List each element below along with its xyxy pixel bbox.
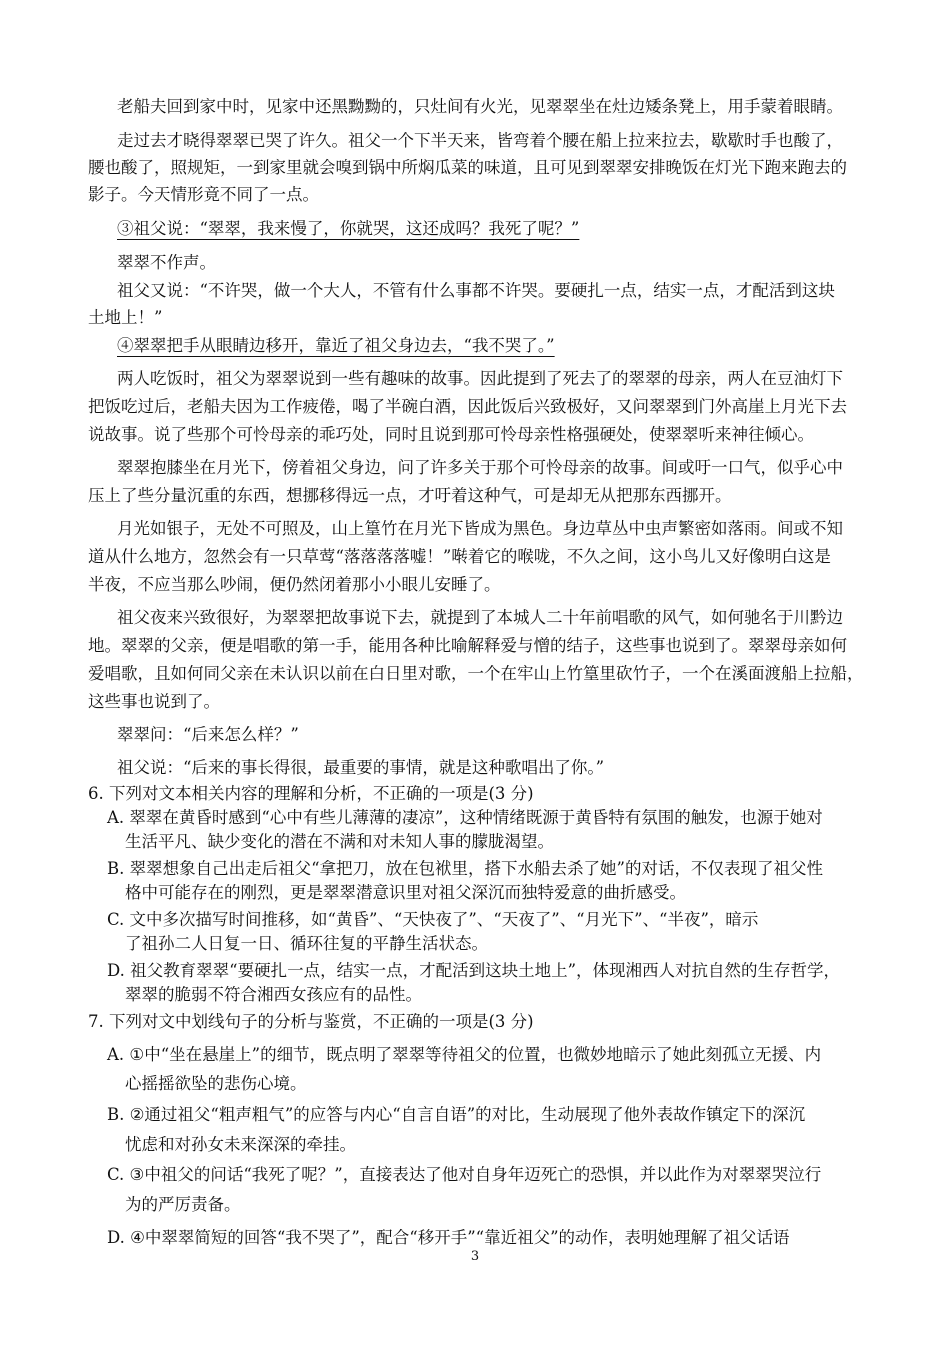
text-line: 土地上！” <box>88 308 163 327</box>
text-line: 爱唱歌，且如何同父亲在未认识以前在白日里对歌，一个在牢山上竹篁里砍竹子，一个在溪面渡船上拉船， <box>88 664 864 683</box>
question-7-option-a: A. ①中“坐在悬崖上”的细节，既点明了翠翠等待祖父的位置，也微妙地暗示了她此刻孤立无援、内 <box>107 1045 822 1064</box>
text-line: 祖父又说：“不许哭，做一个大人，不管有什么事都不许哭。要硬扎一点，结实一点，才配活到这块 <box>117 281 835 300</box>
question-6-stem: 6. 下列对文本相关内容的理解和分析，不正确的一项是(3 分) <box>88 784 534 803</box>
text-line: 把饭吃过后，老船夫因为工作疲倦，喝了半碗白酒，因此饭后兴致极好，又问翠翠到门外高崖上月光下去 <box>88 397 847 416</box>
text-line: 腰也酸了，照规矩，一到家里就会嗅到锅中所焖瓜菜的味道，且可见到翠翠安排晚饭在灯光下跑来跑去的 <box>88 158 847 177</box>
question-6-option-c: C. 文中多次描写时间推移，如“黄昏”、“天快夜了”、“天夜了”、“月光下”、“半夜”，暗示 <box>107 910 759 929</box>
text-line: 月光如银子，无处不可照及，山上篁竹在月光下皆成为黑色。身边草丛中虫声繁密如落雨。间或不知 <box>117 519 843 538</box>
text-line: 说故事。说了些那个可怜母亲的乖巧处，同时且说到那可怜母亲性格强硬处，使翠翠听来神往倾心。 <box>88 425 814 444</box>
text-line: 生活平凡、缺少变化的潜在不满和对未知人事的朦胧渴望。 <box>125 832 554 851</box>
page-number: 3 <box>470 1249 480 1264</box>
question-6-option-a: A. 翠翠在黄昏时感到“心中有些儿薄薄的凄凉”，这种情绪既源于黄昏特有氛围的触发，也源于她对 <box>107 808 823 827</box>
text-line: 忧虑和对孙女未来深深的牵挂。 <box>125 1135 356 1154</box>
text-line: 心摇摇欲坠的悲伤心境。 <box>125 1074 307 1093</box>
question-7-option-d: D. ④中翠翠简短的回答“我不哭了”，配合“移开手”“靠近祖父”的动作，表明她理解了祖父话语 <box>107 1228 790 1247</box>
text-line: 格中可能存在的刚烈，更是翠翠潜意识里对祖父深沉而独特爱意的曲折感受。 <box>125 883 686 902</box>
text-line: 祖父说：“后来的事长得很，最重要的事情，就是这种歌唱出了你。” <box>117 758 605 777</box>
underlined-sentence-4: ④翠翠把手从眼睛边移开，靠近了祖父身边去，“我不哭了。” <box>117 336 555 355</box>
text-line: 翠翠的脆弱不符合湘西女孩应有的品性。 <box>125 985 422 1004</box>
text-line: 翠翠不作声。 <box>117 253 216 272</box>
text-line: 为的严厉责备。 <box>125 1195 241 1214</box>
text-line: 道从什么地方，忽然会有一只草莺“落落落落嘘！”啭着它的喉咙，不久之间，这小鸟儿又好像明白这是 <box>88 547 831 566</box>
text-line: 祖父夜来兴致很好，为翠翠把故事说下去，就提到了本城人二十年前唱歌的风气，如何驰名于川黔边 <box>117 608 843 627</box>
question-7-option-c: C. ③中祖父的问话“我死了呢？”，直接表达了他对自身年迈死亡的恐惧，并以此作为对翠翠哭泣行 <box>107 1165 822 1184</box>
question-6-option-b: B. 翠翠想象自己出走后祖父“拿把刀，放在包袱里，搭下水船去杀了她”的对话，不仅表现了祖父性 <box>107 859 823 878</box>
text-line: 影子。今天情形竟不同了一点。 <box>88 185 319 204</box>
question-7-option-b: B. ②通过祖父“粗声粗气”的应答与内心“自言自语”的对比，生动展现了他外表故作镇定下的深沉 <box>107 1105 806 1124</box>
text-line: 走过去才晓得翠翠已哭了许久。祖父一个下半天来，皆弯着个腰在船上拉来拉去，歇歇时手也酸了， <box>117 131 843 150</box>
text-line: 压上了些分量沉重的东西，想挪移得远一点，才吁着这种气，可是却无从把那东西挪开。 <box>88 486 732 505</box>
text-line: 了祖孙二人日复一日、循环往复的平静生活状态。 <box>125 934 488 953</box>
question-6-option-d: D. 祖父教育翠翠“要硬扎一点，结实一点，才配活到这块土地上”，体现湘西人对抗自然的生存哲学， <box>107 961 841 980</box>
text-line: 翠翠抱膝坐在月光下，傍着祖父身边，问了许多关于那个可怜母亲的故事。间或吁一口气，似乎心中 <box>117 458 843 477</box>
text-line: 老船夫回到家中时，见家中还黑黝黝的，只灶间有火光，见翠翠坐在灶边矮条凳上，用手蒙着眼睛。 <box>117 97 843 116</box>
text-line: 这些事也说到了。 <box>88 692 220 711</box>
question-7-stem: 7. 下列对文中划线句子的分析与鉴赏，不正确的一项是(3 分) <box>88 1012 534 1031</box>
text-line: 半夜，不应当那么吵闹，便仍然闭着那小小眼儿安睡了。 <box>88 575 501 594</box>
underlined-sentence-3: ③祖父说：“翠翠，我来慢了，你就哭，这还成吗？我死了呢？” <box>117 219 580 238</box>
text-line: 地。翠翠的父亲，便是唱歌的第一手，能用各种比喻解释爱与憎的结子，这些事也说到了。翠翠母亲如何 <box>88 636 847 655</box>
text-line: 两人吃饭时，祖父为翠翠说到一些有趣味的故事。因此提到了死去了的翠翠的母亲，两人在豆油灯下 <box>117 369 843 388</box>
text-line: 翠翠问：“后来怎么样？” <box>117 725 299 744</box>
